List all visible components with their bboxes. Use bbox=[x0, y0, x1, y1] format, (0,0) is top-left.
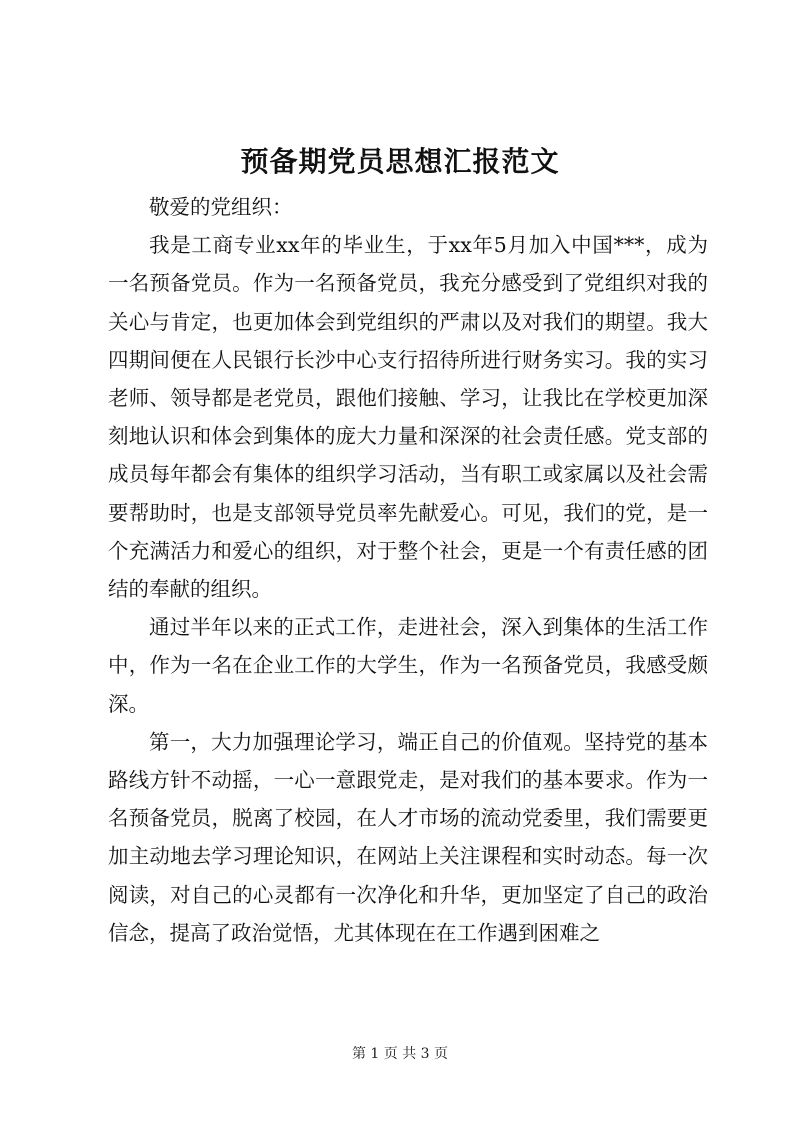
paragraph-3: 第一，大力加强理论学习，端正自己的价值观。坚持党的基本路线方针不动摇，一心一意跟党走，是对我们的基本要求。作为一名预备党员，脱离了校园，在人才市场的流动党委里，我们需要更加主动地去学习理论知识，在网站上关注课程和实时动态。每一次阅读，对自己的心灵都有一次净化和升华，更加坚定了自己的政治信念，提高了政治觉悟，尤其体现在在工作遇到困难之 bbox=[108, 729, 708, 945]
salutation: 敬爱的党组织： bbox=[149, 195, 293, 219]
document-body bbox=[108, 188, 708, 952]
document-title: 预备期党员思想汇报范文 bbox=[240, 145, 560, 178]
page-footer: 第 1 页 共 3 页 bbox=[351, 1046, 449, 1062]
paragraph-2: 通过半年以来的正式工作，走进社会，深入到集体的生活工作中，作为一名在企业工作的大学生，作为一名预备党员，我感受颇深。 bbox=[108, 615, 708, 716]
paragraph-1: 我是工商专业xx年的毕业生，于xx年5月加入中国***，成为一名预备党员。作为一名预备党员，我充分感受到了党组织对我的关心与肯定，也更加体会到党组织的严肃以及对我们的期望。我大四期间便在人民银行长沙中心支行招待所进行财务实习。我的实习老师、领导都是老党员，跟他们接触、学习，让我比在学校更加深刻地认识和体会到集体的庞大力量和深深的社会责任感。党支部的成员每年都会有集体的组织学习活动，当有职工或家属以及社会需要帮助时，也是支部领导党员率先献爱心。可见，我们的党，是一个充满活力和爱心的组织，对于整个社会，更是一个有责任感的团结的奉献的组织。 bbox=[108, 233, 708, 602]
